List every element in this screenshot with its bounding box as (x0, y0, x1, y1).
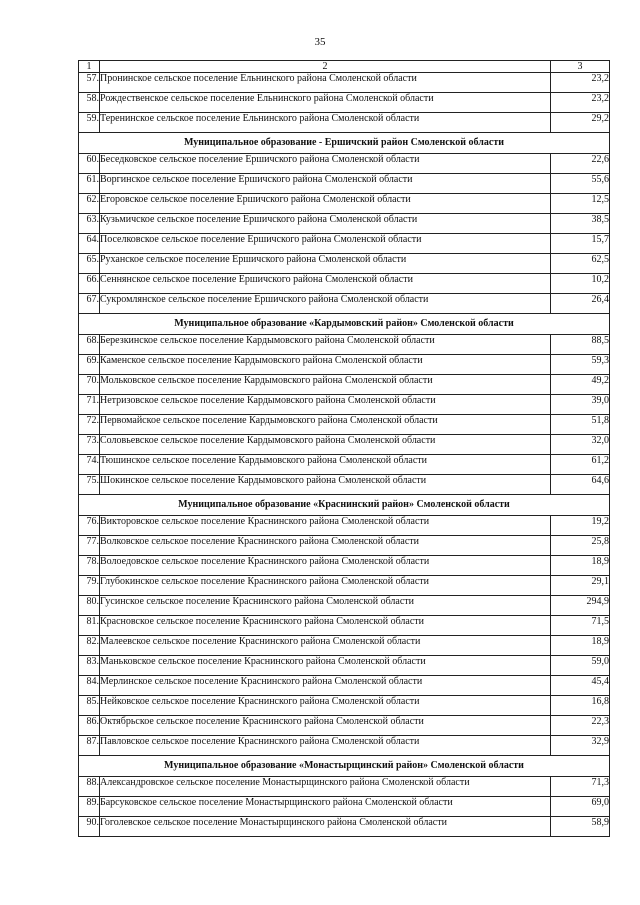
row-number: 69. (79, 355, 100, 375)
table-row (79, 254, 610, 274)
row-value: 51,8 (551, 415, 610, 435)
row-number: 77. (79, 536, 100, 556)
settlement-name: Шокинское сельское поселение Кардымовского района Смоленской области (100, 475, 551, 495)
settlement-name: Волковское сельское поселение Краснинского района Смоленской области (100, 536, 551, 556)
section-title: Муниципальное образование «Монастырщинский район» Смоленской области (79, 756, 610, 777)
row-number: 82. (79, 636, 100, 656)
row-value: 69,0 (551, 797, 610, 817)
table-row (79, 435, 610, 455)
row-value: 29,2 (551, 113, 610, 133)
settlement-name: Теренинское сельское поселение Ельнинского района Смоленской области (100, 113, 551, 133)
settlement-name: Гусинское сельское поселение Краснинского района Смоленской области (100, 596, 551, 616)
settlement-name: Малеевское сельское поселение Краснинского района Смоленской области (100, 636, 551, 656)
settlement-name: Сукромлянское сельское поселение Ершичского района Смоленской области (100, 294, 551, 314)
settlement-name: Октябрьское сельское поселение Краснинского района Смоленской области (100, 716, 551, 736)
settlement-name: Кузьмичское сельское поселение Ершичского района Смоленской области (100, 214, 551, 234)
row-number: 59. (79, 113, 100, 133)
row-value: 22,3 (551, 716, 610, 736)
section-header-row (79, 756, 610, 777)
settlement-name: Александровское сельское поселение Монастырщинского района Смоленской области (100, 777, 551, 797)
row-number: 75. (79, 475, 100, 495)
column-header-value: 3 (551, 61, 610, 73)
row-value: 32,9 (551, 736, 610, 756)
row-value: 18,9 (551, 556, 610, 576)
row-number: 84. (79, 676, 100, 696)
row-value: 294,9 (551, 596, 610, 616)
row-value: 59,0 (551, 656, 610, 676)
row-value: 19,2 (551, 516, 610, 536)
row-value: 88,5 (551, 335, 610, 355)
settlement-name: Первомайское сельское поселение Кардымовского района Смоленской области (100, 415, 551, 435)
row-number: 87. (79, 736, 100, 756)
table-row (79, 395, 610, 415)
table-row (79, 335, 610, 355)
settlements-table-body (79, 61, 610, 837)
settlement-name: Каменское сельское поселение Кардымовского района Смоленской области (100, 355, 551, 375)
row-number: 71. (79, 395, 100, 415)
row-value: 26,4 (551, 294, 610, 314)
table-row (79, 636, 610, 656)
table-row (79, 355, 610, 375)
table-row (79, 415, 610, 435)
row-value: 15,7 (551, 234, 610, 254)
settlement-name: Нетризовское сельское поселение Кардымовского района Смоленской области (100, 395, 551, 415)
row-value: 18,9 (551, 636, 610, 656)
section-header-row (79, 495, 610, 516)
row-number: 61. (79, 174, 100, 194)
row-value: 29,1 (551, 576, 610, 596)
table-row (79, 174, 610, 194)
row-value: 45,4 (551, 676, 610, 696)
row-number: 76. (79, 516, 100, 536)
settlement-name: Мерлинское сельское поселение Краснинского района Смоленской области (100, 676, 551, 696)
row-number: 70. (79, 375, 100, 395)
settlement-name: Воргинское сельское поселение Ершичского района Смоленской области (100, 174, 551, 194)
settlement-name: Егоровское сельское поселение Ершичского района Смоленской области (100, 194, 551, 214)
row-number: 60. (79, 154, 100, 174)
settlement-name: Сеннянское сельское поселение Ершичского района Смоленской области (100, 274, 551, 294)
table-row (79, 576, 610, 596)
row-number: 65. (79, 254, 100, 274)
settlement-name: Барсуковское сельское поселение Монастырщинского района Смоленской области (100, 797, 551, 817)
table-row (79, 93, 610, 113)
settlement-name: Березкинское сельское поселение Кардымовского района Смоленской области (100, 335, 551, 355)
row-number: 64. (79, 234, 100, 254)
settlements-table (78, 60, 610, 837)
row-value: 25,8 (551, 536, 610, 556)
settlement-name: Мольковское сельское поселение Кардымовского района Смоленской области (100, 375, 551, 395)
row-value: 23,2 (551, 93, 610, 113)
table-row (79, 113, 610, 133)
row-number: 86. (79, 716, 100, 736)
table-row (79, 777, 610, 797)
table-row (79, 294, 610, 314)
table-row (79, 516, 610, 536)
row-number: 68. (79, 335, 100, 355)
settlement-name: Поселковское сельское поселение Ершичского района Смоленской области (100, 234, 551, 254)
row-value: 62,5 (551, 254, 610, 274)
settlement-name: Руханское сельское поселение Ершичского района Смоленской области (100, 254, 551, 274)
row-value: 71,3 (551, 777, 610, 797)
row-number: 73. (79, 435, 100, 455)
settlement-name: Беседковское сельское поселение Ершичского района Смоленской области (100, 154, 551, 174)
section-title: Муниципальное образование «Краснинский район» Смоленской области (79, 495, 610, 516)
table-row (79, 214, 610, 234)
row-value: 32,0 (551, 435, 610, 455)
row-value: 23,2 (551, 73, 610, 93)
row-number: 90. (79, 817, 100, 837)
row-value: 10,2 (551, 274, 610, 294)
section-header-row (79, 314, 610, 335)
settlement-name: Глубокинское сельское поселение Краснинского района Смоленской области (100, 576, 551, 596)
table-row (79, 475, 610, 495)
table-row (79, 556, 610, 576)
row-value: 49,2 (551, 375, 610, 395)
row-number: 85. (79, 696, 100, 716)
table-row (79, 817, 610, 837)
row-number: 83. (79, 656, 100, 676)
row-value: 12,5 (551, 194, 610, 214)
table-row (79, 455, 610, 475)
settlement-name: Викторовское сельское поселение Краснинского района Смоленской области (100, 516, 551, 536)
row-value: 64,6 (551, 475, 610, 495)
table-row (79, 194, 610, 214)
row-number: 81. (79, 616, 100, 636)
section-title: Муниципальное образование «Кардымовский район» Смоленской области (79, 314, 610, 335)
row-value: 39,0 (551, 395, 610, 415)
row-value: 58,9 (551, 817, 610, 837)
row-number: 78. (79, 556, 100, 576)
row-value: 38,5 (551, 214, 610, 234)
row-value: 61,2 (551, 455, 610, 475)
settlement-name: Тюшинское сельское поселение Кардымовского района Смоленской области (100, 455, 551, 475)
table-row (79, 596, 610, 616)
table-row (79, 616, 610, 636)
settlement-name: Гоголевское сельское поселение Монастырщинского района Смоленской области (100, 817, 551, 837)
row-value: 71,5 (551, 616, 610, 636)
table-row (79, 154, 610, 174)
table-row (79, 375, 610, 395)
settlement-name: Маньковское сельское поселение Краснинского района Смоленской области (100, 656, 551, 676)
row-number: 67. (79, 294, 100, 314)
row-number: 74. (79, 455, 100, 475)
settlement-name: Павловское сельское поселение Краснинского района Смоленской области (100, 736, 551, 756)
column-header-row (79, 61, 610, 73)
table-row (79, 736, 610, 756)
table-row (79, 73, 610, 93)
table-row (79, 536, 610, 556)
row-number: 66. (79, 274, 100, 294)
settlement-name: Рождественское сельское поселение Ельнинского района Смоленской области (100, 93, 551, 113)
row-value: 16,8 (551, 696, 610, 716)
row-number: 79. (79, 576, 100, 596)
table-row (79, 274, 610, 294)
row-number: 72. (79, 415, 100, 435)
settlement-name: Соловьевское сельское поселение Кардымовского района Смоленской области (100, 435, 551, 455)
column-header-number: 1 (79, 61, 100, 73)
table-row (79, 696, 610, 716)
table-row (79, 797, 610, 817)
row-number: 62. (79, 194, 100, 214)
page-number: 35 (314, 36, 326, 48)
column-header-name: 2 (100, 61, 551, 73)
section-title: Муниципальное образование - Ершичский район Смоленской области (79, 133, 610, 154)
row-number: 88. (79, 777, 100, 797)
table-row (79, 676, 610, 696)
table-row (79, 716, 610, 736)
row-number: 63. (79, 214, 100, 234)
row-number: 57. (79, 73, 100, 93)
settlement-name: Пронинское сельское поселение Ельнинского района Смоленской области (100, 73, 551, 93)
settlement-name: Красновское сельское поселение Краснинского района Смоленской области (100, 616, 551, 636)
row-value: 22,6 (551, 154, 610, 174)
row-value: 55,6 (551, 174, 610, 194)
row-value: 59,3 (551, 355, 610, 375)
row-number: 89. (79, 797, 100, 817)
row-number: 58. (79, 93, 100, 113)
table-row (79, 234, 610, 254)
table-row (79, 656, 610, 676)
settlement-name: Волоедовское сельское поселение Краснинского района Смоленской области (100, 556, 551, 576)
section-header-row (79, 133, 610, 154)
settlement-name: Нейковское сельское поселение Краснинского района Смоленской области (100, 696, 551, 716)
row-number: 80. (79, 596, 100, 616)
